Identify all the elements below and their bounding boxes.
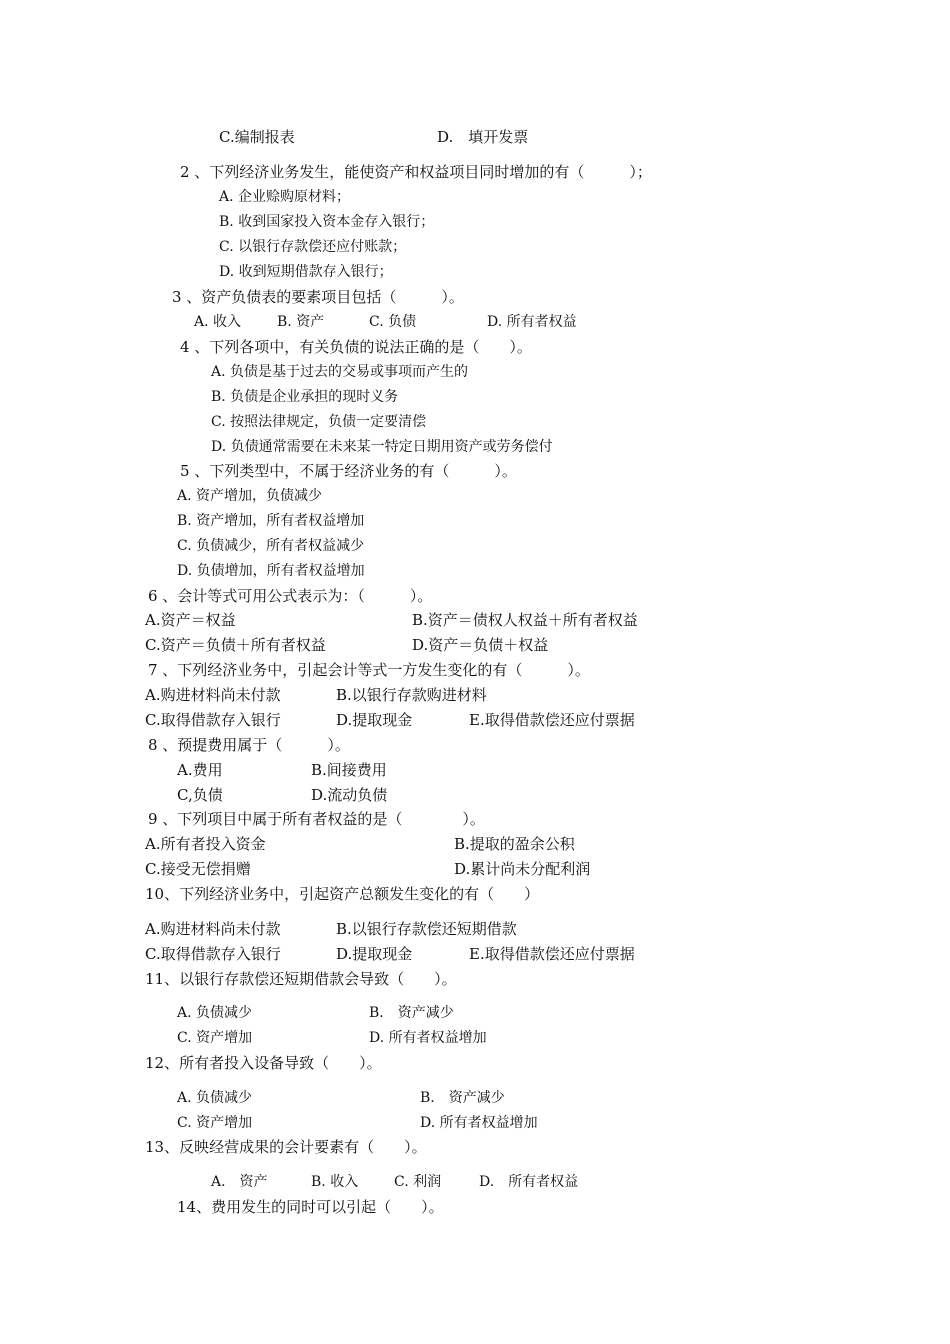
text-line: A. 企业赊购原材料； [219, 189, 351, 205]
text-line: C. 以银行存款偿还应付账款； [219, 239, 407, 255]
text-line: D. 负债通常需要在未来某一特定日期用资产或劳务偿付 [211, 439, 553, 455]
option-text: B. 收入 [311, 1174, 359, 1190]
option-text: B.以银行存款偿还短期借款 [336, 920, 517, 938]
option-text: B. 资产 [277, 314, 325, 330]
option-text: D.提取现金 [336, 945, 413, 963]
option-text: A. 负债减少 [177, 1005, 253, 1021]
text-line: B. 负债是企业承担的现时义务 [211, 389, 399, 405]
text-line: C. 按照法律规定，负债一定要清偿 [211, 414, 427, 430]
option-text: C. 资产增加 [177, 1030, 253, 1046]
option-text: A.购进材料尚未付款 [145, 686, 281, 704]
option-text: B.间接费用 [311, 761, 387, 779]
text-line: 13、反映经营成果的会计要素有（ ）。 [145, 1138, 427, 1156]
text-line: B. 资产增加，所有者权益增加 [177, 513, 365, 529]
option-text: C.资产＝负债＋所有者权益 [145, 636, 326, 654]
option-text: C.编制报表 [219, 128, 295, 146]
option-text: B.资产＝债权人权益＋所有者权益 [412, 611, 638, 629]
option-text: A. 负债减少 [177, 1090, 253, 1106]
text-line: 2 、下列经济业务发生，能使资产和权益项目同时增加的有（ ）； [180, 163, 652, 181]
option-text: C. 利润 [394, 1174, 442, 1190]
option-text: D.流动负债 [311, 786, 388, 804]
option-text: B.以银行存款购进材料 [336, 686, 487, 704]
option-text: C. 负债 [369, 314, 417, 330]
text-line: 11、以银行存款偿还短期借款会导致（ ）。 [145, 970, 457, 988]
option-text: E.取得借款偿还应付票据 [469, 945, 635, 963]
option-text: D. 所有者权益 [479, 1174, 579, 1190]
option-text: E.取得借款偿还应付票据 [469, 711, 635, 729]
text-line: 12、所有者投入设备导致（ ）。 [145, 1054, 382, 1072]
text-line: A. 资产增加，负债减少 [177, 488, 323, 504]
option-text: A.费用 [177, 761, 223, 779]
text-line: 14、费用发生的同时可以引起（ ）。 [177, 1198, 444, 1216]
option-text: D. 填开发票 [437, 128, 529, 146]
text-line: 6 、会计等式可用公式表示为：（ ）。 [148, 587, 433, 605]
option-text: A. 资产 [211, 1174, 268, 1190]
text-line: D. 收到短期借款存入银行； [219, 264, 393, 280]
text-line: B. 收到国家投入资本金存入银行； [219, 214, 435, 230]
option-text: A.所有者投入资金 [145, 835, 266, 853]
option-text: C. 资产增加 [177, 1115, 253, 1131]
option-text: D.资产＝负债＋权益 [412, 636, 549, 654]
text-line: A. 负债是基于过去的交易或事项而产生的 [211, 364, 469, 380]
option-text: A.购进材料尚未付款 [145, 920, 281, 938]
option-text: C.取得借款存入银行 [145, 711, 281, 729]
option-text: D. 所有者权益增加 [420, 1115, 538, 1131]
option-text: C.接受无偿捐赠 [145, 860, 251, 878]
text-line: 8 、预提费用属于（ ）。 [148, 736, 350, 754]
text-line: 5 、下列类型中，不属于经济业务的有（ ）。 [180, 462, 517, 480]
text-line: 3 、资产负债表的要素项目包括（ ）。 [172, 288, 464, 306]
option-text: D.提取现金 [336, 711, 413, 729]
option-text: C,负债 [177, 786, 223, 804]
option-text: A. 收入 [194, 314, 242, 330]
option-text: D. 所有者权益 [487, 314, 577, 330]
option-text: B. 资产减少 [420, 1090, 505, 1106]
text-line: 4 、下列各项中，有关负债的说法正确的是（ ）。 [180, 338, 532, 356]
option-text: B. 资产减少 [369, 1005, 454, 1021]
text-line: 9 、下列项目中属于所有者权益的是（ ）。 [148, 810, 485, 828]
text-line: C. 负债减少，所有者权益减少 [177, 538, 365, 554]
option-text: C.取得借款存入银行 [145, 945, 281, 963]
option-text: A.资产＝权益 [145, 611, 236, 629]
text-line: D. 负债增加，所有者权益增加 [177, 563, 365, 579]
option-text: D.累计尚未分配利润 [454, 860, 591, 878]
text-line: 10、下列经济业务中，引起资产总额发生变化的有（ ） [145, 885, 540, 903]
option-text: D. 所有者权益增加 [369, 1030, 487, 1046]
option-text: B.提取的盈余公积 [454, 835, 575, 853]
text-line: 7 、下列经济业务中，引起会计等式一方发生变化的有（ ）。 [148, 661, 590, 679]
